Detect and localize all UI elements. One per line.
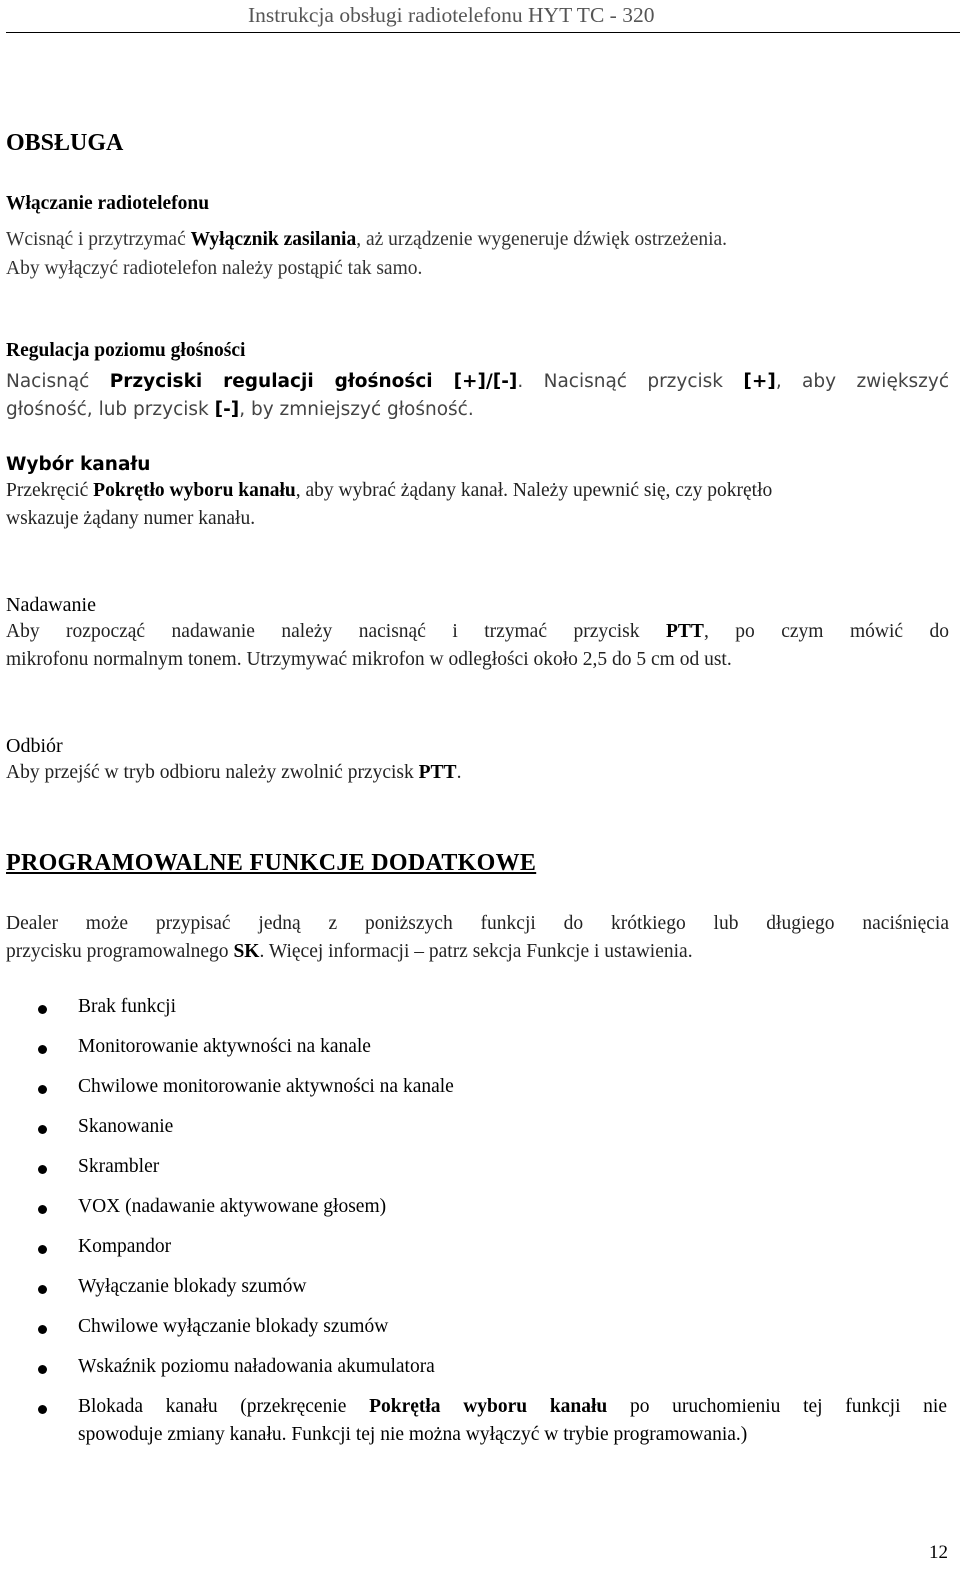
channel-text-c: , aby wybrać żądany kanał. Należy upewnić się, czy pokrętło	[295, 480, 773, 501]
receive-ptt-term: PTT	[418, 762, 457, 783]
programmable-line-1: Dealer może przypisać jedną z poniższych funkcji do krótkiego lub długiego naciśnięcia	[6, 913, 949, 934]
bullet-icon	[38, 1325, 47, 1334]
volume-minus-term: [-]	[214, 399, 240, 420]
volume-text-2a: głośność, lub przycisk	[6, 399, 215, 420]
volume-buttons-term: Przyciski regulacji głośności [+]/[-]	[109, 371, 518, 392]
bullet-icon	[38, 1205, 47, 1214]
bullet-icon	[38, 1285, 47, 1294]
volume-line-1	[6, 371, 949, 392]
volume-plus-term: [+]	[743, 371, 776, 392]
list-item-label: Skanowanie	[78, 1116, 174, 1137]
list-item-label: VOX (nadawanie aktywowane głosem)	[78, 1196, 387, 1217]
transmit-line-2: mikrofonu normalnym tonem. Utrzymywać mikrofon w odległości około 2,5 do 5 cm od ust.	[6, 649, 732, 670]
heading-volume: Regulacja poziomu głośności	[6, 340, 246, 361]
list-item-label: Kompandor	[78, 1236, 172, 1257]
power-text-a: Wcisnąć i przytrzymać	[6, 229, 191, 250]
transmit-line-1	[6, 621, 949, 643]
transmit-ptt-term: PTT	[666, 621, 704, 642]
list-item-label: Chwilowe wyłączanie blokady szumów	[78, 1316, 389, 1337]
channel-lock-text-c: po uruchomieniu tej funkcji nie	[607, 1396, 948, 1417]
bullet-icon	[38, 1245, 47, 1254]
channel-text-a: Przekręcić	[6, 480, 94, 501]
receive-line-1	[6, 762, 461, 784]
bullet-icon	[38, 1085, 47, 1094]
programmable-text-a: przycisku programowalnego	[6, 941, 234, 962]
transmit-text-c: , po czym mówić do	[703, 621, 949, 642]
channel-line-1	[6, 480, 772, 502]
bullet-icon	[38, 1165, 47, 1174]
bullet-icon	[38, 1405, 47, 1414]
bullet-icon	[38, 1045, 47, 1054]
bullet-icon	[38, 1125, 47, 1134]
list-item-label: Chwilowe monitorowanie aktywności na kanale	[78, 1076, 454, 1097]
channel-lock-term: Pokrętła wyboru kanału	[369, 1396, 608, 1417]
channel-knob-term: Pokrętło wyboru kanału	[93, 480, 296, 501]
power-text-c: , aż urządzenie wygeneruje dźwięk ostrzeżenia.	[356, 229, 728, 250]
receive-text-a: Aby przejść w tryb odbioru należy zwolnić przycisk	[6, 762, 419, 783]
list-item-label: Brak funkcji	[78, 996, 177, 1017]
volume-line-2	[6, 399, 474, 420]
programmable-sk-term: SK	[233, 941, 260, 962]
channel-line-2: wskazuje żądany numer kanału.	[6, 508, 256, 529]
list-item-label: Wskaźnik poziomu naładowania akumulatora	[78, 1356, 435, 1377]
heading-power: Włączanie radiotelefonu	[6, 193, 210, 214]
section-heading-obsluga: OBSŁUGA	[6, 130, 124, 156]
list-item-label: Monitorowanie aktywności na kanale	[78, 1036, 371, 1057]
volume-text-a: Nacisnąć	[6, 371, 110, 392]
power-key-term: Wyłącznik zasilania	[190, 229, 357, 250]
receive-text-c: .	[456, 762, 462, 783]
heading-receive: Odbiór	[6, 735, 63, 757]
volume-text-2c: , by zmniejszyć głośność.	[239, 399, 474, 420]
programmable-line-2	[6, 941, 693, 963]
list-item-label-continued: spowoduje zmiany kanału. Funkcji tej nie można wyłączyć w trybie programowania.)	[78, 1424, 748, 1445]
document-title: Instrukcja obsługi radiotelefonu HYT TC - 320	[248, 3, 655, 27]
transmit-text-a: Aby rozpocząć nadawanie należy nacisnąć i trzymać przycisk	[6, 621, 666, 642]
page-number: 12	[929, 1542, 948, 1563]
volume-text-c: .	[517, 371, 524, 392]
section-heading-programmable: PROGRAMOWALNE FUNKCJE DODATKOWE	[6, 850, 537, 876]
page-header	[0, 0, 960, 34]
power-line-2: Aby wyłączyć radiotelefon należy postąpić tak samo.	[6, 258, 423, 279]
channel-lock-text-a: Blokada kanału (przekręcenie	[78, 1396, 370, 1417]
bullet-icon	[38, 1365, 47, 1374]
heading-channel: Wybór kanału	[6, 454, 151, 475]
list-item-label: Wyłączanie blokady szumów	[78, 1276, 307, 1297]
volume-text-f: , aby zwiększyć	[775, 371, 950, 392]
bullet-icon	[38, 1005, 47, 1014]
header-rule	[6, 32, 960, 33]
volume-text-d: Nacisnąć przycisk	[543, 371, 744, 392]
programmable-text-c: . Więcej informacji – patrz sekcja Funkcje i ustawienia.	[259, 941, 693, 962]
list-item-label: Skrambler	[78, 1156, 160, 1177]
list-item-label	[78, 1396, 947, 1418]
power-line-1	[6, 229, 727, 251]
heading-transmit: Nadawanie	[6, 594, 96, 616]
